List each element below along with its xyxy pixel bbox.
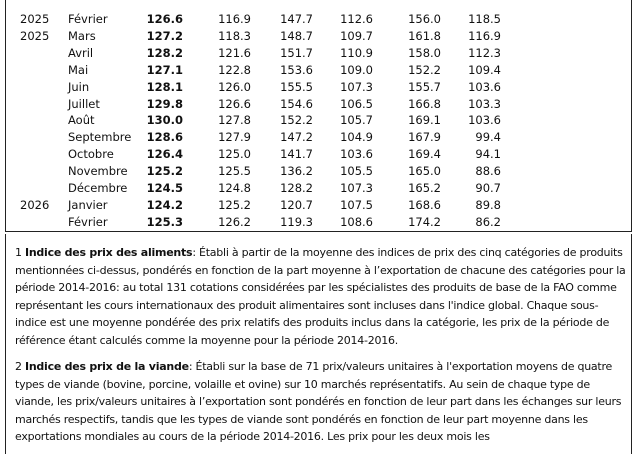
cell-v5: 103.6 <box>468 113 501 128</box>
cell-v4: 166.8 <box>408 96 441 111</box>
cell-total: 125.3 <box>146 214 183 229</box>
cell-v5: 103.6 <box>468 79 501 94</box>
cell-v2: 155.5 <box>280 79 313 94</box>
cell-v4: 161.8 <box>408 28 441 43</box>
cell-v2: 153.6 <box>280 62 313 77</box>
cell-year: 2025 <box>20 28 50 43</box>
cell-total: 125.2 <box>146 164 183 179</box>
cell-v4: 156.0 <box>408 12 441 26</box>
cell-v2: 119.3 <box>280 214 313 229</box>
cell-v2: 147.7 <box>280 12 313 26</box>
cell-year: 2026 <box>20 197 50 212</box>
table-row <box>6 180 631 197</box>
cell-v4: 167.9 <box>408 130 441 145</box>
cell-month: Juillet <box>68 96 100 111</box>
table-row <box>6 146 631 163</box>
cell-v3: 108.6 <box>340 214 373 229</box>
cell-total: 128.6 <box>146 130 183 145</box>
cell-month: Octobre <box>68 147 114 162</box>
cell-v2: 141.7 <box>280 147 313 162</box>
table-row <box>6 112 631 129</box>
cell-v1: 125.0 <box>218 147 251 162</box>
cell-v2: 154.6 <box>280 96 313 111</box>
table-row <box>6 214 631 231</box>
cell-v3: 104.9 <box>340 130 373 145</box>
cell-month: Février <box>68 12 108 26</box>
table-row <box>6 163 631 180</box>
cell-v1: 126.0 <box>218 79 251 94</box>
cell-v5: 109.4 <box>468 62 501 77</box>
cell-v3: 109.7 <box>340 28 373 43</box>
cell-v4: 152.2 <box>408 62 441 77</box>
cell-total: 127.2 <box>146 28 183 43</box>
cell-v5: 89.8 <box>475 197 501 212</box>
cell-month: Janvier <box>68 197 108 212</box>
cell-v1: 121.6 <box>218 45 251 60</box>
cell-v3: 110.9 <box>340 45 373 60</box>
cell-v2: 120.7 <box>280 197 313 212</box>
cell-v5: 118.5 <box>468 12 501 26</box>
table-row <box>6 96 631 113</box>
cell-v4: 168.6 <box>408 197 441 212</box>
cell-v4: 158.0 <box>408 45 441 60</box>
cell-v3: 107.3 <box>340 79 373 94</box>
cell-v2: 152.2 <box>280 113 313 128</box>
table-row <box>6 129 631 146</box>
cell-v1: 116.9 <box>218 12 251 26</box>
cell-v1: 126.2 <box>218 214 251 229</box>
cell-total: 128.2 <box>146 45 183 60</box>
cell-v3: 105.7 <box>340 113 373 128</box>
cell-v5: 88.6 <box>475 164 501 179</box>
cell-v1: 127.8 <box>218 113 251 128</box>
cell-v1: 127.9 <box>218 130 251 145</box>
cell-v5: 103.3 <box>468 96 501 111</box>
cell-v4: 169.4 <box>408 147 441 162</box>
cell-month: Août <box>68 113 95 128</box>
cell-total: 124.5 <box>146 181 183 195</box>
cell-v3: 107.3 <box>340 181 373 195</box>
table-row <box>6 62 631 79</box>
cell-v1: 126.6 <box>218 96 251 111</box>
cell-v5: 86.2 <box>475 214 501 229</box>
cell-year: 2025 <box>20 12 50 26</box>
cell-total: 130.0 <box>146 113 183 128</box>
cell-v4: 174.2 <box>408 214 441 229</box>
table-row <box>6 79 631 96</box>
cell-v1: 125.5 <box>218 164 251 179</box>
cell-v1: 118.3 <box>218 28 251 43</box>
cell-v3: 107.5 <box>340 197 373 212</box>
table-row <box>6 45 631 62</box>
cell-v3: 103.6 <box>340 147 373 162</box>
cell-month: Mars <box>68 28 96 43</box>
footnote-food-price-index: 1 Indice des prix des aliments: Établi à partir de la moyenne des indices de prix des cinq catégories de produits mentionnées ci-dessus, pondérés en fonction de la part moyenne à l’exportation de chacune des catégories pour la période 2014-2016: au total 131 cotations considérées par les spécialistes des produits de base de la FAO comme représentant les cours internationaux des produit alimentaires sont incluses dans l'indice global. Chaque sous-indice est une moyenne pondérée des prix relatifs des produits inclus dans la catégorie, les prix de la période de référence étant calculés comme la moyenne pour la période 2014-2016. <box>15 246 626 347</box>
cell-v5: 116.9 <box>468 28 501 43</box>
cell-v2: 136.2 <box>280 164 313 179</box>
cell-v5: 94.1 <box>475 147 501 162</box>
cell-v5: 90.7 <box>475 181 501 195</box>
cell-month: Décembre <box>68 181 128 195</box>
table-row <box>6 28 631 45</box>
cell-total: 126.6 <box>146 12 183 26</box>
cell-v1: 124.8 <box>218 181 251 195</box>
cell-v4: 155.7 <box>408 79 441 94</box>
cell-total: 128.1 <box>146 79 183 94</box>
cell-v3: 106.5 <box>340 96 373 111</box>
price-index-table <box>5 0 632 232</box>
cell-v5: 99.4 <box>475 130 501 145</box>
cell-month: Novembre <box>68 164 128 179</box>
cell-v2: 128.2 <box>280 181 313 195</box>
cell-v4: 169.1 <box>408 113 441 128</box>
cell-month: Février <box>68 214 108 229</box>
cell-total: 124.2 <box>146 197 183 212</box>
cell-v2: 151.7 <box>280 45 313 60</box>
cell-month: Mai <box>68 62 89 77</box>
cell-v3: 105.5 <box>340 164 373 179</box>
cell-v2: 148.7 <box>280 28 313 43</box>
footnote-meat-price-index: 2 Indice des prix de la viande: Établi sur la base de 71 prix/valeurs unitaires à l'exportation moyens de quatre types de viande (bovine, porcine, volaille et ovine) sur 10 marchés représentatifs. Au sein de chaque type de viande, les prix/valeurs unitaires à l’exportation sont pondérés en fonction de leur part dans les échanges sur leurs marchés respectifs, tandis que les types de viande sont pondérés en fonction de leur part moyenne dans les exportations mondiales au cours de la période 2014-2016. Les prix pour les deux mois les <box>15 360 622 443</box>
cell-v4: 165.0 <box>408 164 441 179</box>
cell-v1: 125.2 <box>218 197 251 212</box>
cell-month: Avril <box>68 45 94 60</box>
cell-total: 127.1 <box>146 62 183 77</box>
cell-v3: 112.6 <box>340 12 373 26</box>
footnotes-box <box>5 234 632 454</box>
cell-v4: 165.2 <box>408 181 441 195</box>
cell-total: 129.8 <box>146 96 183 111</box>
cell-month: Septembre <box>68 130 132 145</box>
cell-total: 126.4 <box>146 147 183 162</box>
cell-v3: 109.0 <box>340 62 373 77</box>
cell-v5: 112.3 <box>468 45 501 60</box>
cell-v2: 147.2 <box>280 130 313 145</box>
table-row <box>6 197 631 214</box>
cell-month: Juin <box>68 79 90 94</box>
cell-v1: 122.8 <box>218 62 251 77</box>
table-row <box>6 11 631 28</box>
